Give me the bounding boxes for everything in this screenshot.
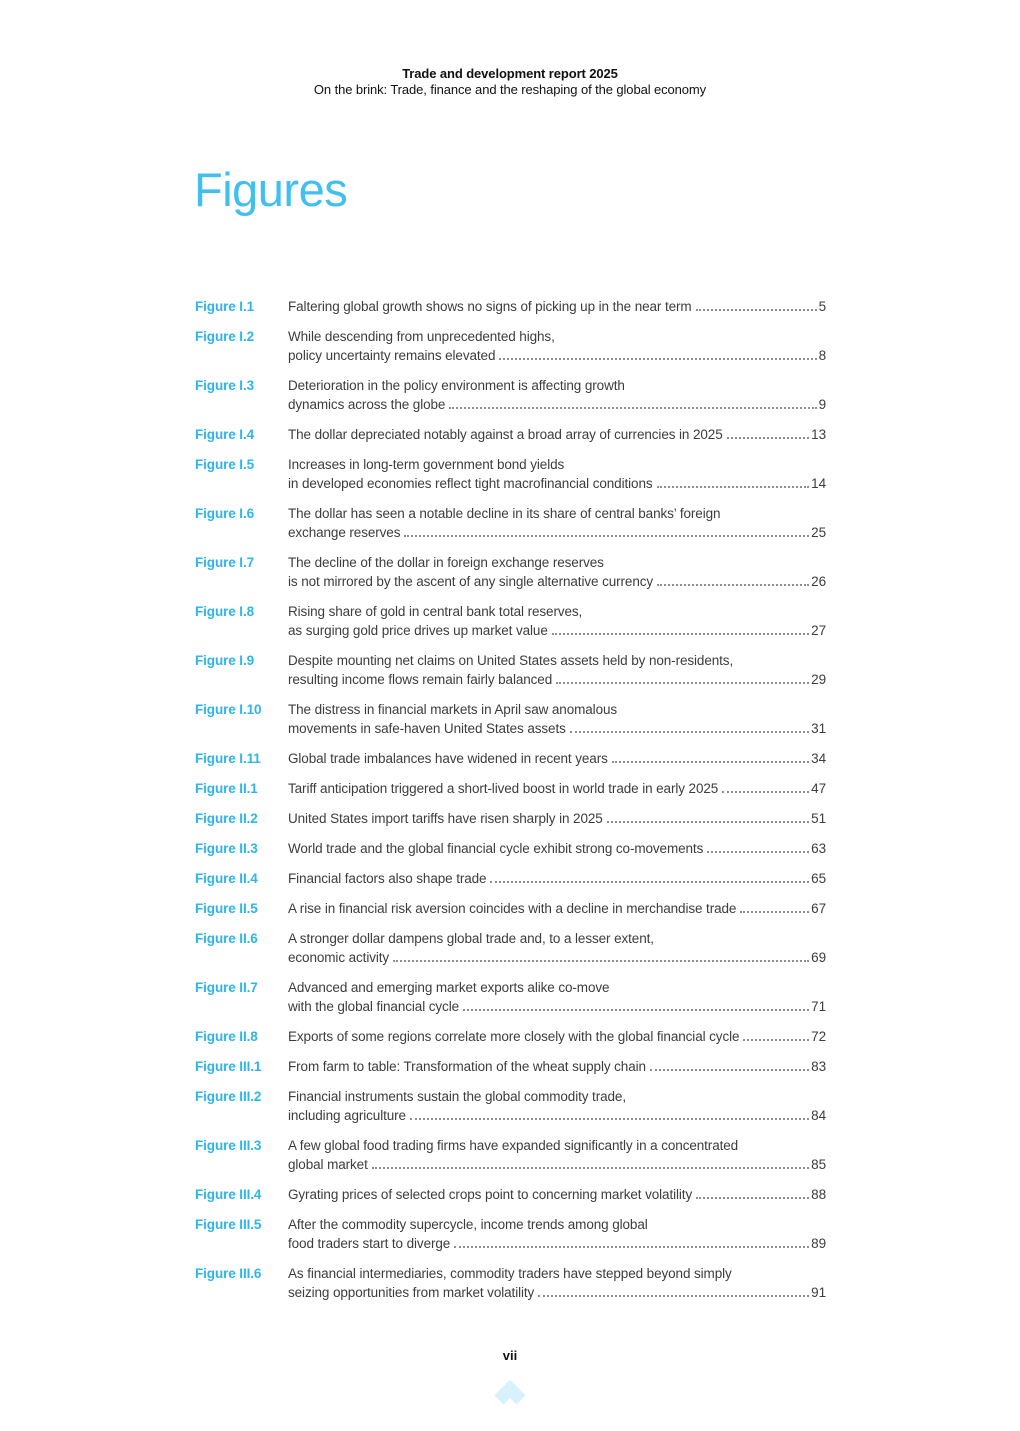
figure-title bbox=[288, 1057, 826, 1076]
figure-title-line bbox=[288, 1027, 826, 1046]
figure-title-text: The dollar depreciated notably against a broad array of currencies in 2025 bbox=[288, 427, 723, 442]
toc-entry[interactable] bbox=[195, 779, 826, 798]
figure-title-line bbox=[288, 670, 826, 689]
figure-title bbox=[288, 1027, 826, 1046]
page-ref: 25 bbox=[811, 525, 826, 540]
figure-title-line bbox=[288, 523, 826, 542]
page-ref: 65 bbox=[811, 871, 826, 886]
toc-entry[interactable] bbox=[195, 899, 826, 918]
figure-label: Figure I.5 bbox=[195, 457, 255, 472]
dotted-leader bbox=[696, 309, 817, 311]
toc-entry[interactable] bbox=[195, 839, 826, 858]
figure-label: Figure III.6 bbox=[195, 1266, 262, 1281]
figure-label: Figure II.6 bbox=[195, 931, 258, 946]
page-ref: 71 bbox=[811, 999, 826, 1014]
figure-title-text: movements in safe-haven United States assets bbox=[288, 721, 566, 736]
dotted-leader bbox=[607, 821, 810, 823]
figure-title-line bbox=[288, 899, 826, 918]
toc-entry[interactable] bbox=[195, 602, 826, 640]
figure-title bbox=[288, 376, 826, 414]
figure-title-line: Despite mounting net claims on United States assets held by non-residents, bbox=[288, 653, 734, 668]
toc-entry[interactable] bbox=[195, 425, 826, 444]
toc-entry[interactable] bbox=[195, 297, 826, 316]
page-ref: 83 bbox=[811, 1059, 826, 1074]
page-ref: 67 bbox=[811, 901, 826, 916]
figure-title-line bbox=[288, 297, 826, 316]
figure-title-text: with the global financial cycle bbox=[288, 999, 459, 1014]
figure-title-text: From farm to table: Transformation of the wheat supply chain bbox=[288, 1059, 646, 1074]
page-ref: 26 bbox=[811, 574, 826, 589]
figure-title bbox=[288, 553, 826, 591]
figure-title-line: The decline of the dollar in foreign exchange reserves bbox=[288, 555, 604, 570]
figure-title-text: as surging gold price drives up market value bbox=[288, 623, 548, 638]
dotted-leader bbox=[449, 407, 816, 409]
dotted-leader bbox=[538, 1295, 809, 1297]
dotted-leader bbox=[707, 851, 809, 853]
toc-entry[interactable] bbox=[195, 553, 826, 591]
page-ref: 9 bbox=[818, 397, 826, 412]
figure-label: Figure I.3 bbox=[195, 378, 255, 393]
page-number: vii bbox=[502, 1348, 518, 1363]
figure-label: Figure I.11 bbox=[195, 751, 261, 766]
dotted-leader bbox=[454, 1246, 809, 1248]
dotted-leader bbox=[696, 1197, 809, 1199]
figure-label: Figure II.1 bbox=[195, 781, 258, 796]
figure-title-text: Gyrating prices of selected crops point to concerning market volatility bbox=[288, 1187, 693, 1202]
figure-label: Figure I.8 bbox=[195, 604, 255, 619]
figure-title-line bbox=[288, 1234, 826, 1253]
dotted-leader bbox=[499, 358, 816, 360]
toc-entry[interactable] bbox=[195, 504, 826, 542]
figure-title bbox=[288, 651, 826, 689]
figure-title-line: A stronger dollar dampens global trade and, to a lesser extent, bbox=[288, 931, 654, 946]
figure-label: Figure II.3 bbox=[195, 841, 258, 856]
figure-title bbox=[288, 779, 826, 798]
figure-title-text: resulting income flows remain fairly balanced bbox=[288, 672, 553, 687]
figure-title-text: seizing opportunities from market volatility bbox=[288, 1285, 535, 1300]
toc-entry[interactable] bbox=[195, 809, 826, 828]
figure-title-line: While descending from unprecedented highs, bbox=[288, 329, 555, 344]
figure-title bbox=[288, 455, 826, 493]
dotted-leader bbox=[657, 584, 809, 586]
toc-entry[interactable] bbox=[195, 749, 826, 768]
figure-title-line bbox=[288, 1057, 826, 1076]
figure-title bbox=[288, 978, 826, 1016]
figure-title-text: including agriculture bbox=[288, 1108, 406, 1123]
dotted-leader bbox=[657, 486, 810, 488]
figure-title-line bbox=[288, 474, 826, 493]
figure-title bbox=[288, 700, 826, 738]
figure-label: Figure I.9 bbox=[195, 653, 255, 668]
figure-title bbox=[288, 425, 826, 444]
figure-title bbox=[288, 1087, 826, 1125]
page-ref: 8 bbox=[818, 348, 826, 363]
figure-title-text: Global trade imbalances have widened in recent years bbox=[288, 751, 608, 766]
figure-title-line: The dollar has seen a notable decline in its share of central banks’ foreign bbox=[288, 506, 721, 521]
figure-title-text: economic activity bbox=[288, 950, 390, 965]
figure-title-line: Increases in long-term government bond yields bbox=[288, 457, 565, 472]
figure-title bbox=[288, 504, 826, 542]
figure-title bbox=[288, 602, 826, 640]
figure-title bbox=[288, 839, 826, 858]
figure-label: Figure I.7 bbox=[195, 555, 255, 570]
page-ref: 31 bbox=[811, 721, 826, 736]
figure-title-text: global market bbox=[288, 1157, 368, 1172]
figure-title-text: Exports of some regions correlate more closely with the global financial cycle bbox=[288, 1029, 740, 1044]
figure-label: Figure II.7 bbox=[195, 980, 258, 995]
figure-title-line: Deterioration in the policy environment is affecting growth bbox=[288, 378, 625, 393]
figure-label: Figure III.4 bbox=[195, 1187, 262, 1202]
page-ref: 47 bbox=[811, 781, 826, 796]
figure-title-text: policy uncertainty remains elevated bbox=[288, 348, 496, 363]
dotted-leader bbox=[404, 535, 809, 537]
figure-title-line: As financial intermediaries, commodity traders have stepped beyond simply bbox=[288, 1266, 732, 1281]
page-ref: 63 bbox=[811, 841, 826, 856]
toc-entry[interactable] bbox=[195, 1087, 826, 1125]
figure-title-text: A rise in financial risk aversion coincides with a decline in merchandise trade bbox=[288, 901, 737, 916]
figure-label: Figure II.5 bbox=[195, 901, 258, 916]
figure-title-text: Faltering global growth shows no signs of picking up in the near term bbox=[288, 299, 692, 314]
figure-title-line: Financial instruments sustain the global commodity trade, bbox=[288, 1089, 626, 1104]
figure-title-line bbox=[288, 997, 826, 1016]
page-ref: 84 bbox=[811, 1108, 826, 1123]
figure-title bbox=[288, 327, 826, 365]
figure-title-line bbox=[288, 425, 826, 444]
figure-title bbox=[288, 929, 826, 967]
page-ref: 5 bbox=[818, 299, 826, 314]
figure-title bbox=[288, 1185, 826, 1204]
figure-label: Figure II.8 bbox=[195, 1029, 258, 1044]
figure-title bbox=[288, 899, 826, 918]
figure-title-line bbox=[288, 839, 826, 858]
figure-title-line bbox=[288, 809, 826, 828]
figure-title-text: exchange reserves bbox=[288, 525, 401, 540]
figure-title-line bbox=[288, 869, 826, 888]
report-title: Trade and development report 2025 bbox=[402, 66, 618, 81]
figure-title bbox=[288, 1136, 826, 1174]
report-subtitle: On the brink: Trade, finance and the reshaping of the global economy bbox=[313, 82, 707, 97]
page-ref: 69 bbox=[811, 950, 826, 965]
figure-label: Figure II.2 bbox=[195, 811, 258, 826]
figure-title-line bbox=[288, 621, 826, 640]
figure-label: Figure I.2 bbox=[195, 329, 255, 344]
toc-entry[interactable] bbox=[195, 1027, 826, 1046]
figure-label: Figure III.3 bbox=[195, 1138, 262, 1153]
figure-label: Figure I.1 bbox=[195, 299, 255, 314]
figure-title-line: The distress in financial markets in April saw anomalous bbox=[288, 702, 618, 717]
dotted-leader bbox=[372, 1167, 809, 1169]
figure-label: Figure I.10 bbox=[195, 702, 262, 717]
figure-label: Figure III.5 bbox=[195, 1217, 262, 1232]
toc-entry[interactable] bbox=[195, 700, 826, 738]
figure-title-line: Advanced and emerging market exports alike co-move bbox=[288, 980, 610, 995]
figures-list bbox=[195, 297, 826, 1313]
figure-title-text: is not mirrored by the ascent of any single alternative currency bbox=[288, 574, 654, 589]
running-header bbox=[0, 66, 1020, 98]
toc-entry[interactable] bbox=[195, 327, 826, 365]
toc-entry[interactable] bbox=[195, 455, 826, 493]
toc-entry[interactable] bbox=[195, 1215, 826, 1253]
figure-title-line bbox=[288, 719, 826, 738]
dotted-leader bbox=[556, 682, 809, 684]
page-ref: 29 bbox=[811, 672, 826, 687]
page-ref: 51 bbox=[811, 811, 826, 826]
figure-title-text: Financial factors also shape trade bbox=[288, 871, 487, 886]
toc-entry[interactable] bbox=[195, 869, 826, 888]
figure-title-line bbox=[288, 779, 826, 798]
dotted-leader bbox=[650, 1069, 809, 1071]
toc-entry[interactable] bbox=[195, 978, 826, 1016]
figure-title-line bbox=[288, 948, 826, 967]
toc-entry[interactable] bbox=[195, 929, 826, 967]
figure-title bbox=[288, 809, 826, 828]
dotted-leader bbox=[722, 791, 809, 793]
dotted-leader bbox=[740, 911, 809, 913]
figure-title-line bbox=[288, 1185, 826, 1204]
dotted-leader bbox=[552, 633, 809, 635]
figure-title-line bbox=[288, 346, 826, 365]
page-ref: 27 bbox=[811, 623, 826, 638]
figure-title-line bbox=[288, 572, 826, 591]
page-ref: 91 bbox=[811, 1285, 826, 1300]
figure-label: Figure III.1 bbox=[195, 1059, 262, 1074]
figure-title-line: After the commodity supercycle, income trends among global bbox=[288, 1217, 648, 1232]
page-footer bbox=[0, 1348, 1020, 1408]
toc-entry[interactable] bbox=[195, 1057, 826, 1076]
figure-title-text: Tariff anticipation triggered a short-lived boost in world trade in early 2025 bbox=[288, 781, 719, 796]
dotted-leader bbox=[727, 437, 810, 439]
dotted-leader bbox=[570, 731, 809, 733]
figure-title-text: in developed economies reflect tight macrofinancial conditions bbox=[288, 476, 653, 491]
figure-title bbox=[288, 1215, 826, 1253]
figure-title-line: A few global food trading firms have expanded significantly in a concentrated bbox=[288, 1138, 739, 1153]
dotted-leader bbox=[612, 761, 809, 763]
figure-title-text: food traders start to diverge bbox=[288, 1236, 451, 1251]
chevron-up-icon bbox=[0, 1372, 1020, 1408]
figure-label: Figure I.6 bbox=[195, 506, 255, 521]
toc-entry[interactable] bbox=[195, 1136, 826, 1174]
figure-title-text: World trade and the global financial cycle exhibit strong co-movements bbox=[288, 841, 704, 856]
dotted-leader bbox=[743, 1039, 809, 1041]
toc-entry[interactable] bbox=[195, 1185, 826, 1204]
figure-title-line bbox=[288, 1283, 826, 1302]
page-ref: 13 bbox=[811, 427, 826, 442]
toc-entry[interactable] bbox=[195, 1264, 826, 1302]
figure-label: Figure II.4 bbox=[195, 871, 258, 886]
page-ref: 89 bbox=[811, 1236, 826, 1251]
dotted-leader bbox=[463, 1009, 809, 1011]
figure-title-line bbox=[288, 1106, 826, 1125]
page-title: Figures bbox=[194, 163, 348, 216]
figure-title-line bbox=[288, 395, 826, 414]
figure-title-text: United States import tariffs have risen sharply in 2025 bbox=[288, 811, 603, 826]
figure-title-line bbox=[288, 1155, 826, 1174]
toc-entry[interactable] bbox=[195, 651, 826, 689]
page-ref: 72 bbox=[811, 1029, 826, 1044]
page-ref: 85 bbox=[811, 1157, 826, 1172]
page-ref: 88 bbox=[811, 1187, 826, 1202]
figure-title-line: Rising share of gold in central bank total reserves, bbox=[288, 604, 583, 619]
figure-label: Figure I.4 bbox=[195, 427, 255, 442]
page-ref: 14 bbox=[811, 476, 826, 491]
dotted-leader bbox=[410, 1118, 809, 1120]
figure-title-line bbox=[288, 749, 826, 768]
figure-title bbox=[288, 749, 826, 768]
figure-title bbox=[288, 1264, 826, 1302]
dotted-leader bbox=[490, 881, 809, 883]
figure-title bbox=[288, 297, 826, 316]
toc-entry[interactable] bbox=[195, 376, 826, 414]
dotted-leader bbox=[393, 960, 809, 962]
figure-label: Figure III.2 bbox=[195, 1089, 262, 1104]
figure-title-text: dynamics across the globe bbox=[288, 397, 446, 412]
figure-title bbox=[288, 869, 826, 888]
page-ref: 34 bbox=[811, 751, 826, 766]
